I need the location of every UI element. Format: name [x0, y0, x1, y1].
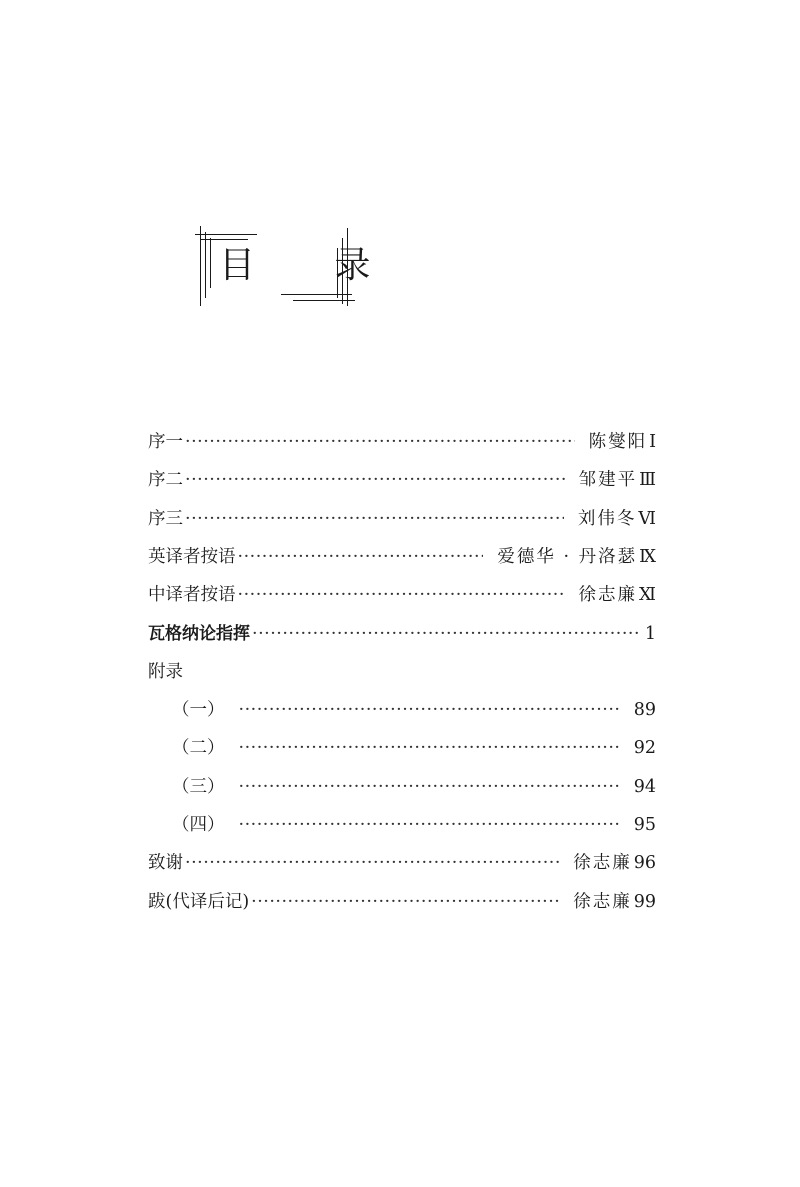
dot-leader [239, 738, 620, 758]
toc-entry-label: 致谢 [148, 853, 183, 874]
toc-entry-label: （四） [172, 814, 225, 835]
frame-line [195, 234, 257, 235]
frame-line [205, 232, 206, 298]
toc-entry-author: 邹建平 [578, 470, 638, 491]
toc-entry-label: 中译者按语 [148, 585, 236, 606]
toc-entry-appendix-4[interactable] [148, 811, 656, 849]
toc-entry-author: 爱德华 · 丹洛瑟 [497, 546, 638, 567]
toc-title-box [195, 226, 405, 310]
toc-entry-author: 陈燮阳 [588, 432, 648, 452]
toc-entry-page: 94 [633, 776, 656, 797]
toc-entry-appendix-1[interactable] [148, 696, 656, 734]
dot-leader [239, 777, 620, 797]
toc-entry-label: 附录 [148, 661, 183, 682]
dot-leader [238, 585, 565, 605]
toc-entry-chinese-translator-note[interactable] [148, 581, 656, 619]
dot-leader [239, 700, 620, 720]
frame-line [210, 238, 211, 288]
toc-entry-preface-3[interactable] [148, 505, 656, 543]
toc-entry-label: 序三 [148, 508, 183, 529]
toc-entry-appendix-3[interactable] [148, 773, 656, 811]
toc-entry-page: 89 [633, 700, 656, 721]
toc-entry-page: 95 [633, 814, 656, 835]
dot-leader [251, 892, 559, 912]
dot-leader [185, 432, 575, 452]
toc-entry-page: Ⅰ [649, 432, 656, 452]
toc-entry-author: 徐志廉 [573, 853, 632, 874]
toc-entry-appendix [148, 658, 656, 696]
toc-entry-label: 跋(代译后记) [148, 891, 250, 912]
toc-entry-acknowledgements[interactable] [148, 849, 656, 887]
dot-leader [239, 815, 620, 835]
toc-entry-page: Ⅲ [639, 470, 656, 491]
toc-entry-preface-1[interactable] [148, 428, 656, 466]
dot-leader [252, 624, 641, 644]
toc-entry-page: 92 [633, 738, 656, 759]
toc-entry-label: 序二 [148, 470, 183, 491]
toc-entry-label: （二） [172, 738, 225, 759]
toc-entry-label: （三） [172, 776, 225, 797]
toc-entry-appendix-2[interactable] [148, 734, 656, 772]
toc-entry-page: 96 [633, 853, 656, 874]
toc-entry-english-translator-note[interactable] [148, 543, 656, 581]
toc-entry-page: Ⅵ [638, 508, 656, 529]
toc-entry-page: Ⅸ [639, 546, 656, 567]
toc-entry-page: 1 [644, 624, 656, 645]
frame-line [200, 239, 248, 240]
frame-line [200, 226, 201, 306]
toc-entry-page: 99 [633, 891, 656, 912]
toc-entry-afterword[interactable] [148, 888, 656, 926]
toc-entry-label: （一） [172, 700, 225, 721]
frame-line [281, 294, 352, 295]
page-title: 目 录 [219, 245, 405, 286]
toc-entry-label: 序一 [148, 432, 183, 452]
toc-entry-author: 徐志廉 [578, 585, 638, 606]
frame-line [293, 300, 355, 301]
toc-entry-preface-2[interactable] [148, 466, 656, 504]
table-of-contents [148, 428, 656, 926]
toc-entry-label: 瓦格纳论指挥 [148, 624, 250, 645]
toc-entry-author: 徐志廉 [573, 891, 632, 912]
toc-entry-author: 刘伟冬 [577, 508, 637, 529]
toc-entry-main-text[interactable] [148, 619, 656, 657]
dot-leader [185, 470, 565, 490]
dot-leader [238, 547, 484, 567]
dot-leader [185, 509, 564, 529]
toc-entry-label: 英译者按语 [148, 546, 236, 567]
toc-entry-page: Ⅺ [639, 585, 656, 606]
dot-leader [185, 853, 559, 873]
